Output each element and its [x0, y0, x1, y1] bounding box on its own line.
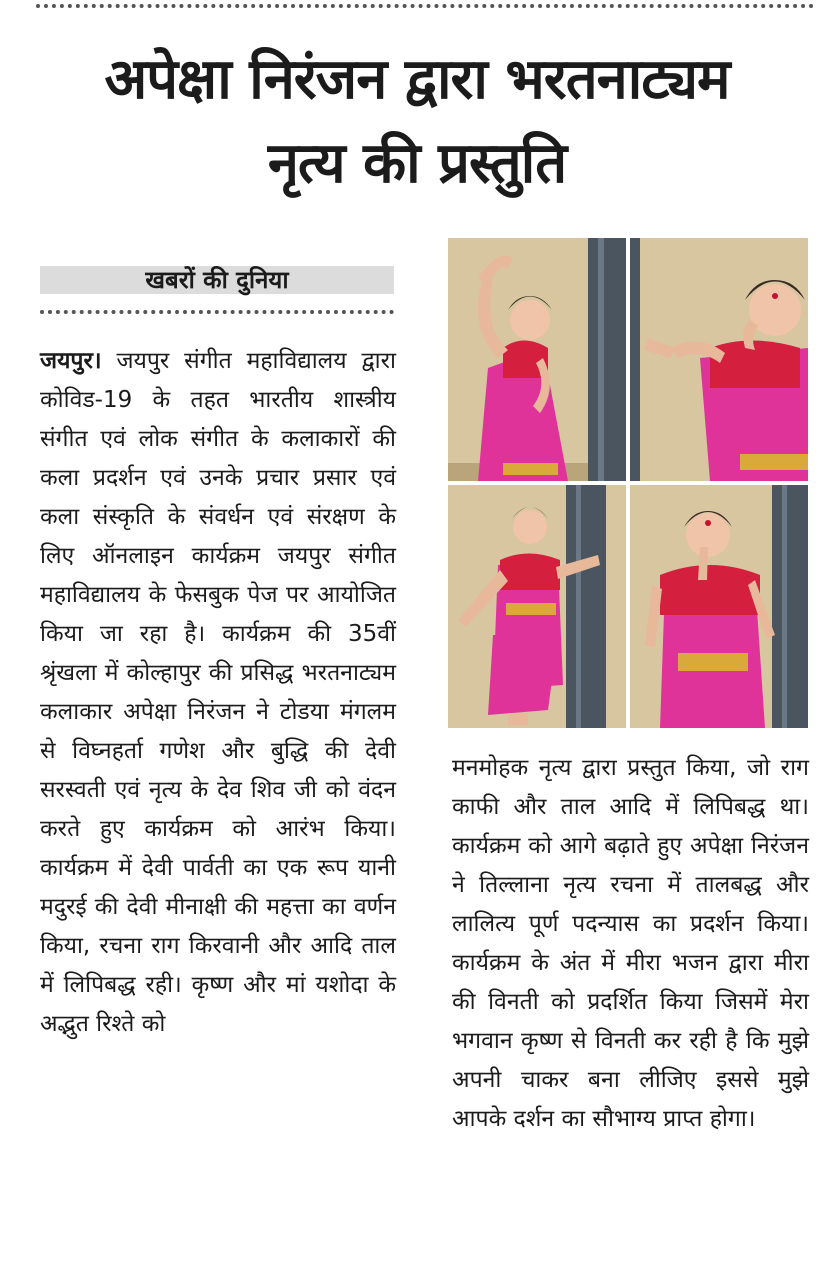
dancer-photo-3 [448, 485, 626, 728]
dateline: जयपुर। [40, 348, 102, 374]
headline-line-1: अपेक्षा निरंजन द्वारा भरतनाट्यम [104, 47, 730, 112]
dancer-photo-4 [630, 485, 808, 728]
dancer-figure-1 [448, 238, 626, 481]
top-dotted-rule [36, 4, 814, 8]
section-dotted-rule [40, 310, 394, 314]
dancer-figure-2 [630, 238, 808, 481]
article-text-right: मनमोहक नृत्य द्वारा प्रस्तुत किया, जो राग काफी और ताल आदि में लिपिबद्ध था। कार्यक्रम को आगे बढ़ाते हुए अपेक्षा निरंजन ने तिल्लाना नृत्य रचना में तालबद्ध और लालित्य पूर्ण पदन्यास का प्रदर्शन किया। कार्यक्रम के अंत में मीरा भजन द्वारा मीरा की विनती को प्रदर्शित किया जिसमें मेरा भगवान कृष्ण से विनती कर रही है कि मुझे अपनी चाकर बना लीजिए इससे मुझे आपके दर्शन का सौभाग्य प्राप्त होगा। [452, 755, 809, 1132]
headline-line-2: नृत्य की प्रस्तुति [267, 131, 567, 196]
section-label: खबरों की दुनिया [145, 266, 289, 294]
headline [20, 38, 814, 206]
article-text-left: जयपुर संगीत महाविद्यालय द्वारा कोविड-19 के तहत भारतीय शास्त्रीय संगीत एवं लोक संगीत के कलाकारों की कला प्रदर्शन एवं उनके प्रचार प्रसार एवं कला संस्कृति के संवर्धन एवं संरक्षण के लिए ऑनलाइन कार्यक्रम जयपुर संगीत महाविद्यालय के फेसबुक पेज पर आयोजित किया जा रहा है। कार्यक्रम की 35वीं श्रृंखला में कोल्हापुर की प्रसिद्ध भरतनाट्यम कलाकार अपेक्षा निरंजन ने टोडया मंगलम से विघ्नहर्ता गणेश और बुद्धि की देवी सरस्वती एवं नृत्य के देव शिव जी को वंदन करते हुए कार्यक्रम को आरंभ किया। कार्यक्रम में देवी पार्वती का एक रूप यानी मदुरई की देवी मीनाक्षी की महत्ता का वर्णन किया, रचना राग किरवानी और आदि ताल में लिपिबद्ध रही। कृष्ण और मां यशोदा के अद्भुत रिश्ते को [40, 348, 396, 1037]
dancer-photo-1 [448, 238, 626, 481]
photo-collage [448, 238, 810, 728]
article-column-left [40, 342, 396, 1044]
dancer-figure-4 [630, 485, 808, 728]
dancer-figure-3 [448, 485, 626, 728]
dancer-photo-2 [630, 238, 808, 481]
article-paragraph-left [40, 342, 396, 1044]
article-column-right [452, 749, 809, 1139]
